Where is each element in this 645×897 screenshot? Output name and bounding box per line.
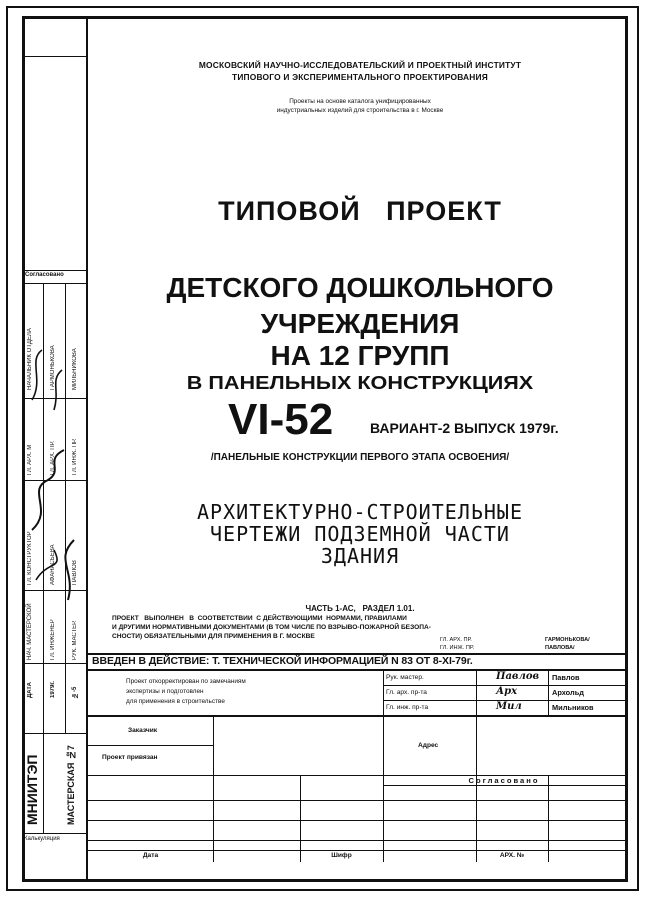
staff-signature: Арх bbox=[496, 686, 518, 697]
agreed-label: Согласовано bbox=[468, 776, 540, 785]
workshop-label: МАСТЕРСКАЯ №7 bbox=[66, 745, 76, 825]
compliance-name: ГАРМОНЬКОВА/ bbox=[545, 637, 590, 643]
strip-line bbox=[22, 56, 88, 57]
strip-agreed-label: Согласовано bbox=[25, 272, 64, 278]
strip-date-value: 1979г. bbox=[50, 681, 56, 698]
project-code: VI-52 bbox=[228, 395, 334, 444]
strip-line bbox=[22, 270, 88, 271]
compliance-role: ГЛ. АРХ. ПР. bbox=[440, 637, 472, 643]
staff-role: Гл. инж. пр-та bbox=[386, 704, 429, 711]
title-line2: УЧРЕЖДЕНИЯ bbox=[260, 308, 460, 339]
part-label: ЧАСТЬ 1-АС, РАЗДЕЛ 1.01. bbox=[305, 604, 415, 613]
grid-row-line bbox=[88, 840, 625, 841]
cipher-label: Шифр bbox=[331, 852, 352, 859]
staff-bottom-rule bbox=[88, 715, 625, 717]
section-line2: ЧЕРТЕЖИ ПОДЗЕМНОЙ ЧАСТИ bbox=[210, 522, 510, 546]
grid-row-line bbox=[88, 800, 625, 801]
grid-row-line bbox=[383, 785, 625, 786]
strip-col2-item: АФАНАСЬЕВА bbox=[50, 544, 56, 585]
strip-col-line bbox=[43, 663, 44, 833]
strip-col2-item: ГЛ. ИНЖЕНЕР bbox=[50, 619, 56, 660]
strip-col1-item: ГЛ. АРХ. М bbox=[27, 444, 33, 475]
strip-col1-item: НАЧ. МАСТЕРСКОЙ bbox=[27, 603, 33, 660]
customer-label: Заказчик bbox=[128, 727, 158, 734]
institute-note1: Проекты на основе каталога унифицированных bbox=[289, 98, 431, 105]
strip-col2-item: ГАРМОНЬКОВА bbox=[50, 345, 56, 390]
drawing-frame bbox=[22, 16, 628, 882]
review-line3: для применения в строительстве bbox=[126, 698, 225, 705]
staff-col-line bbox=[548, 670, 549, 715]
arch-number-label: АРХ. № bbox=[499, 852, 525, 859]
grid-row-line bbox=[88, 850, 625, 851]
doc-type-title: ТИПОВОЙ ПРОЕКТ bbox=[218, 196, 502, 226]
bound-label: Проект привязан bbox=[102, 754, 158, 761]
grid-col-line bbox=[300, 775, 301, 862]
strip-divider bbox=[86, 16, 88, 882]
introduced-line: ВВЕДЕН В ДЕЙСТВИЕ: Т. ТЕХНИЧЕСКОЙ ИНФОРМАЦИЕЙ N 83 ОТ 8-XI-79г. bbox=[92, 655, 473, 667]
staff-col-line bbox=[476, 670, 477, 715]
strip-col3-item: ПАВЛОВ bbox=[72, 560, 78, 585]
compliance-line1: ПРОЕКТ ВЫПОЛНЕН В СООТВЕТСТВИИ С ДЕЙСТВУЮЩИМИ НОРМАМИ, ПРАВИЛАМИ bbox=[112, 615, 407, 622]
review-line1: Проект откорректирован по замечаниям bbox=[126, 678, 246, 685]
staff-role: Рук. мастер. bbox=[386, 674, 424, 681]
strip-number: №-5 bbox=[72, 686, 78, 698]
compliance-line2: И ДРУГИМИ НОРМАТИВНЫМИ ДОКУМЕНТАМИ (В ТОМ ЧИСЛЕ ПО ВЗРЫВО-ПОЖАРНОЙ БЕЗОПА- bbox=[112, 624, 431, 631]
institute-note2: индустриальных изделий для строительства в г. Москве bbox=[276, 107, 444, 114]
strip-line bbox=[22, 733, 88, 734]
strip-date-label: ДАТА bbox=[27, 682, 33, 698]
org-name: МНИИТЭП bbox=[24, 754, 40, 825]
grid-row-line bbox=[88, 820, 625, 821]
title-line3: НА 12 ГРУПП bbox=[270, 340, 450, 371]
strip-line bbox=[22, 663, 88, 664]
grid-col-line bbox=[548, 775, 549, 862]
review-line2: экспертизы и подготовлен bbox=[126, 688, 204, 695]
strip-col3-item: ГЛ. ИНЖ. ПР. bbox=[72, 438, 78, 475]
calc-label: Калькуляция bbox=[24, 836, 60, 842]
section-line1: АРХИТЕКТУРНО-СТРОИТЕЛЬНЫЕ bbox=[196, 500, 524, 524]
address-label: Адрес bbox=[418, 742, 439, 749]
staff-col-line bbox=[383, 670, 384, 715]
variant-label: ВАРИАНТ-2 ВЫПУСК 1979г. bbox=[370, 420, 559, 436]
section-line3: ЗДАНИЯ bbox=[320, 544, 400, 568]
strip-col2-item: ГЛ. АРХ. ПР. bbox=[50, 440, 56, 475]
strip-col1-item: ГЛ. КОНСТРУКТОР bbox=[27, 531, 33, 585]
strip-col1-item: НАЧАЛЬНИК ОТДЕЛА bbox=[27, 328, 33, 390]
date-label: Дата bbox=[142, 852, 159, 859]
compliance-role: ГЛ. ИНЖ. ПР. bbox=[440, 645, 475, 651]
staff-signature: Павлов bbox=[496, 671, 540, 682]
compliance-line3: СНОСТИ) ОБЯЗАТЕЛЬНЫМИ ДЛЯ ПРИМЕНЕНИЯ В Г. МОСКВЕ bbox=[112, 633, 315, 640]
institute-line2: ТИПОВОГО И ЭКСПЕРИМЕНТАЛЬНОГО ПРОЕКТИРОВАНИЯ bbox=[232, 72, 488, 82]
grid-row-line bbox=[88, 745, 213, 746]
strip-col3-item: МИЛЬНИКОВА bbox=[72, 348, 78, 390]
subtitle: /ПАНЕЛЬНЫЕ КОНСТРУКЦИИ ПЕРВОГО ЭТАПА ОСВОЕНИЯ/ bbox=[210, 452, 510, 463]
staff-signature: Мил bbox=[496, 701, 522, 712]
strip-col3-item: РУК. МАСТЕР. bbox=[72, 620, 78, 660]
strip-line bbox=[22, 833, 88, 834]
staff-name: Архольд bbox=[552, 688, 584, 697]
title-line1: ДЕТСКОГО ДОШКОЛЬНОГО bbox=[166, 272, 554, 303]
strip-signatures bbox=[24, 320, 86, 620]
intro-bottom-rule bbox=[88, 669, 625, 671]
strip-col-line bbox=[65, 663, 66, 733]
compliance-name: ПАВЛОВА/ bbox=[545, 645, 575, 651]
staff-name: Мильников bbox=[552, 703, 594, 712]
strip-line bbox=[22, 283, 88, 284]
title-line4: В ПАНЕЛЬНЫХ КОНСТРУКЦИЯХ bbox=[186, 373, 534, 393]
institute-line1: МОСКОВСКИЙ НАУЧНО-ИССЛЕДОВАТЕЛЬСКИЙ И ПРОЕКТНЫЙ ИНСТИТУТ bbox=[198, 60, 522, 70]
staff-role: Гл. арх. пр-та bbox=[386, 689, 427, 696]
staff-name: Павлов bbox=[552, 673, 580, 682]
